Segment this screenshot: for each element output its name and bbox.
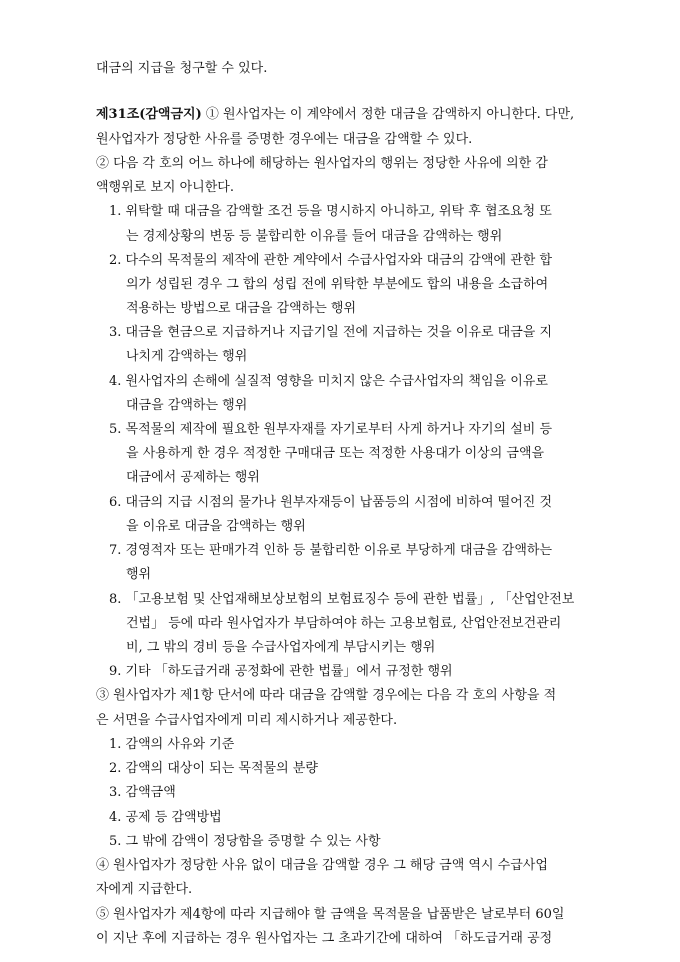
list-item: 8. 「고용보험 및 산업재해보상보험의 보험료징수 등에 관한 법률」, 「산업안전보 (109, 592, 575, 607)
list-item-cont: 비, 그 밖의 경비 등을 수급사업자에게 부담시키는 행위 (126, 640, 436, 655)
list-item: 2. 다수의 목적물의 제작에 관한 계약에서 수급사업자와 대금의 감액에 관한 합 (109, 253, 553, 268)
paragraph-5-line: ⑤ 원사업자가 제4항에 따라 지급해야 할 금액을 목적물을 납품받은 날로부터 60일 (96, 907, 565, 922)
text-line: 원사업자가 정당한 사유를 증명한 경우에는 대금을 감액할 수 있다. (96, 132, 473, 147)
list-item-cont: 나치게 감액하는 행위 (126, 349, 248, 364)
article-line (96, 106, 574, 124)
list-item-cont: 의가 성립된 경우 그 합의 성립 전에 위탁한 부분에도 합의 내용을 소급하여 (126, 277, 549, 292)
text-line: 액행위로 보지 아니한다. (96, 180, 234, 195)
list-item: 9. 기타 「하도급거래 공정화에 관한 법률」에서 규정한 행위 (109, 664, 453, 679)
list-item: 3. 대금을 현금으로 지급하거나 지급기일 전에 지급하는 것을 이유로 대금을 지 (109, 325, 553, 340)
paragraph-3-line: ③ 원사업자가 제1항 단서에 따라 대금을 감액할 경우에는 다음 각 호의 사항을 적 (96, 688, 557, 703)
list-item-cont: 대금을 감액하는 행위 (126, 398, 248, 413)
article-heading: 제31조(감액금지) (96, 107, 202, 122)
list-item: 7. 경영적자 또는 판매가격 인하 등 불합리한 이유로 부당하게 대금을 감액하는 (109, 543, 553, 558)
list-item: 6. 대금의 지급 시점의 물가나 원부자재등이 납품등의 시점에 비하여 떨어진 것 (109, 495, 553, 510)
list-item: 2. 감액의 대상이 되는 목적물의 분량 (109, 761, 318, 776)
list-item-cont: 대금에서 공제하는 행위 (126, 470, 260, 485)
list-item-cont: 건법」 등에 따라 원사업자가 부담하여야 하는 고용보험료, 산업안전보건관리 (126, 616, 562, 631)
list-item-cont: 적용하는 방법으로 대금을 감액하는 행위 (126, 301, 357, 316)
article-text: ① 원사업자는 이 계약에서 정한 대금을 감액하지 아니한다. 다만, (201, 107, 575, 122)
list-item: 4. 공제 등 감액방법 (109, 810, 222, 825)
list-item: 5. 목적물의 제작에 필요한 원부자재를 자기로부터 사게 하거나 자기의 설비 등 (109, 422, 553, 437)
list-item: 5. 그 밖에 감액이 정당함을 증명할 수 있는 사항 (109, 834, 381, 849)
text-line: 대금의 지급을 청구할 수 있다. (96, 61, 268, 76)
list-item: 3. 감액금액 (109, 785, 176, 800)
paragraph-4-line: ④ 원사업자가 정당한 사유 없이 대금을 감액할 경우 그 해당 금액 역시 수급사업 (96, 858, 548, 873)
list-item-cont: 행위 (126, 567, 152, 582)
list-item-cont: 을 이유로 대금을 감액하는 행위 (126, 519, 306, 534)
list-item-cont: 을 사용하게 한 경우 적정한 구매대금 또는 적정한 사용대가 이상의 금액을 (126, 446, 545, 461)
text-line: 자에게 지급한다. (96, 882, 193, 897)
list-item: 1. 감액의 사유와 기준 (109, 737, 235, 752)
list-item-cont: 는 경제상황의 변동 등 불합리한 이유를 들어 대금을 감액하는 행위 (126, 229, 503, 244)
list-item: 4. 원사업자의 손해에 실질적 영향을 미치지 않은 수급사업자의 책임을 이유로 (109, 374, 548, 389)
list-item: 1. 위탁할 때 대금을 감액할 조건 등을 명시하지 아니하고, 위탁 후 협조요청 또 (109, 204, 552, 219)
paragraph-2-line: ② 다음 각 호의 어느 하나에 해당하는 원사업자의 행위는 정당한 사유에 의한 감 (96, 156, 548, 171)
text-line: 이 지난 후에 지급하는 경우 원사업자는 그 초과기간에 대하여 「하도급거래 공정 (96, 931, 553, 946)
text-line: 은 서면을 수급사업자에게 미리 제시하거나 제공한다. (96, 713, 398, 728)
